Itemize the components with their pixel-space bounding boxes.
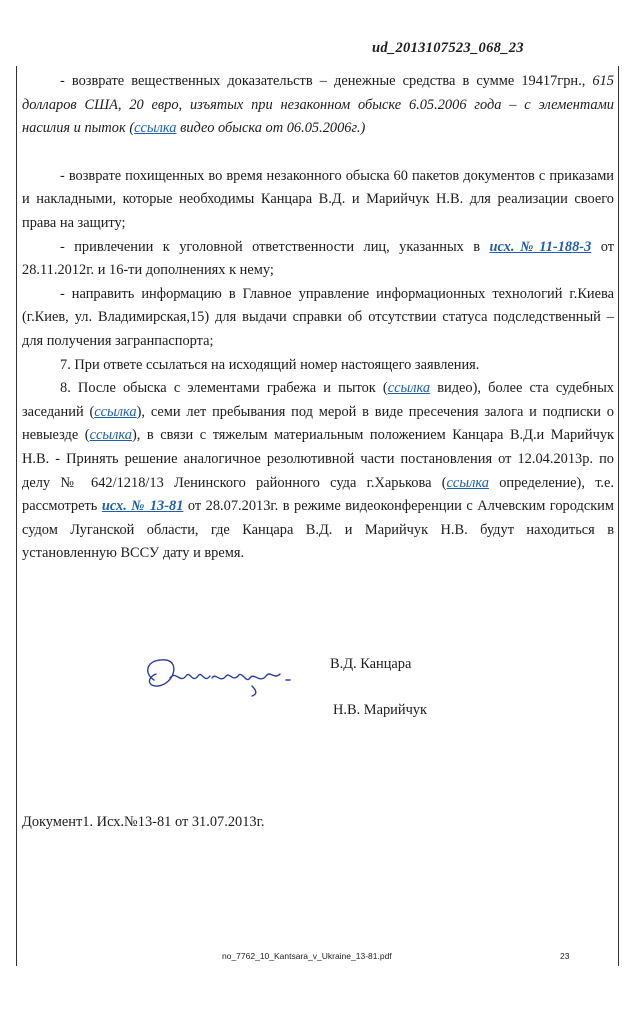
paragraph-stolen-documents: - возврате похищенных во время незаконного обыска 60 пакетов документов с приказами и накладными, которые необходимы Канцара В.Д. и Марийчук Н.В. для реализации своего права на защиту; [22, 167, 614, 231]
text-segment: видео), более ста судебных заседаний ( [22, 380, 614, 420]
handwritten-signature [140, 650, 315, 700]
text-segment: видео обыска от 06.05.2006г.) [176, 120, 366, 137]
text-segment: ), семи лет пребывания под мерой в виде пресечения залога и подписки о невыезде ( [22, 403, 614, 444]
text-segment: от 28.07.2013г. в режиме видеоконференции с Алчевским городским судом Луганской области, где Канцара В.Д. и Марийчук Н.В. будут находиться в установленную ВССУ дату и время. [22, 498, 614, 562]
paragraph-criminal-liability [22, 236, 614, 283]
text-segment: - привлечении к уголовной ответственности лиц, указанных в [60, 238, 490, 255]
video-link[interactable]: ссылка [134, 120, 177, 137]
signatory-name-2: Н.В. Марийчук [333, 702, 427, 718]
document-id: ud_2013107523_068_23 [372, 40, 524, 56]
court-sessions-link[interactable]: ссылка [94, 403, 137, 420]
video-link[interactable]: ссылка [387, 380, 431, 397]
paragraph-item-8 [22, 377, 614, 566]
signature-block [140, 650, 480, 740]
text-segment: определение), т.е. рассмотреть [22, 474, 614, 515]
text-segment: 615 долларов США, 20 евро, изъятых при незаконном обыске 6.05.2006 года – с элементами насилия и пыток ( [22, 73, 614, 137]
text-segment: - возврате вещественных доказательств – денежные средства в сумме 19417грн., [60, 73, 593, 89]
outgoing-ref-link[interactable]: исх. № 13-81 [101, 498, 184, 515]
document-body [22, 70, 614, 566]
signatory-name-1: В.Д. Канцара [330, 656, 412, 672]
paragraph-item-7: 7. При ответе ссылаться на исходящий номер настоящего заявления. [60, 356, 480, 373]
page-border-left [16, 66, 17, 966]
file-name-footer: no_7762_10_Kantsara_v_Ukraine_13-81.pdf [222, 951, 392, 961]
ruling-link[interactable]: ссылка [446, 474, 489, 491]
document-reference-line: Документ1. Исх.№13-81 от 31.07.2013г. [22, 814, 265, 830]
paragraph-information-request: - направить информацию в Главное управление информационных технологий г.Киева (г.Киев, ул. Владимирская,15) для выдачи справки об отсутствии статуса подследственный – для получения загранпаспорта; [22, 285, 614, 349]
text-segment: 8. После обыска с элементами грабежа и пыток ( [60, 380, 388, 397]
outgoing-ref-link[interactable]: исх.№11-188-3 [489, 238, 592, 255]
text-segment: ), в связи с тяжелым материальным положением Канцара В.Д.и Марийчук Н.В. - Принять решение аналогичное резолютивной части постановления от 12.04.2013р. по делу № 642/1218/13 Ленинского районного суда г.Харькова ( [22, 427, 615, 491]
paragraph-evidence-return [22, 70, 614, 141]
restraint-link[interactable]: ссылка [89, 427, 132, 444]
spacer [22, 141, 614, 165]
text-segment: от 28.11.2012г. и 16-ти дополнениях к нему; [22, 238, 614, 279]
page-number: 23 [560, 951, 570, 961]
page-border-right [618, 66, 619, 966]
